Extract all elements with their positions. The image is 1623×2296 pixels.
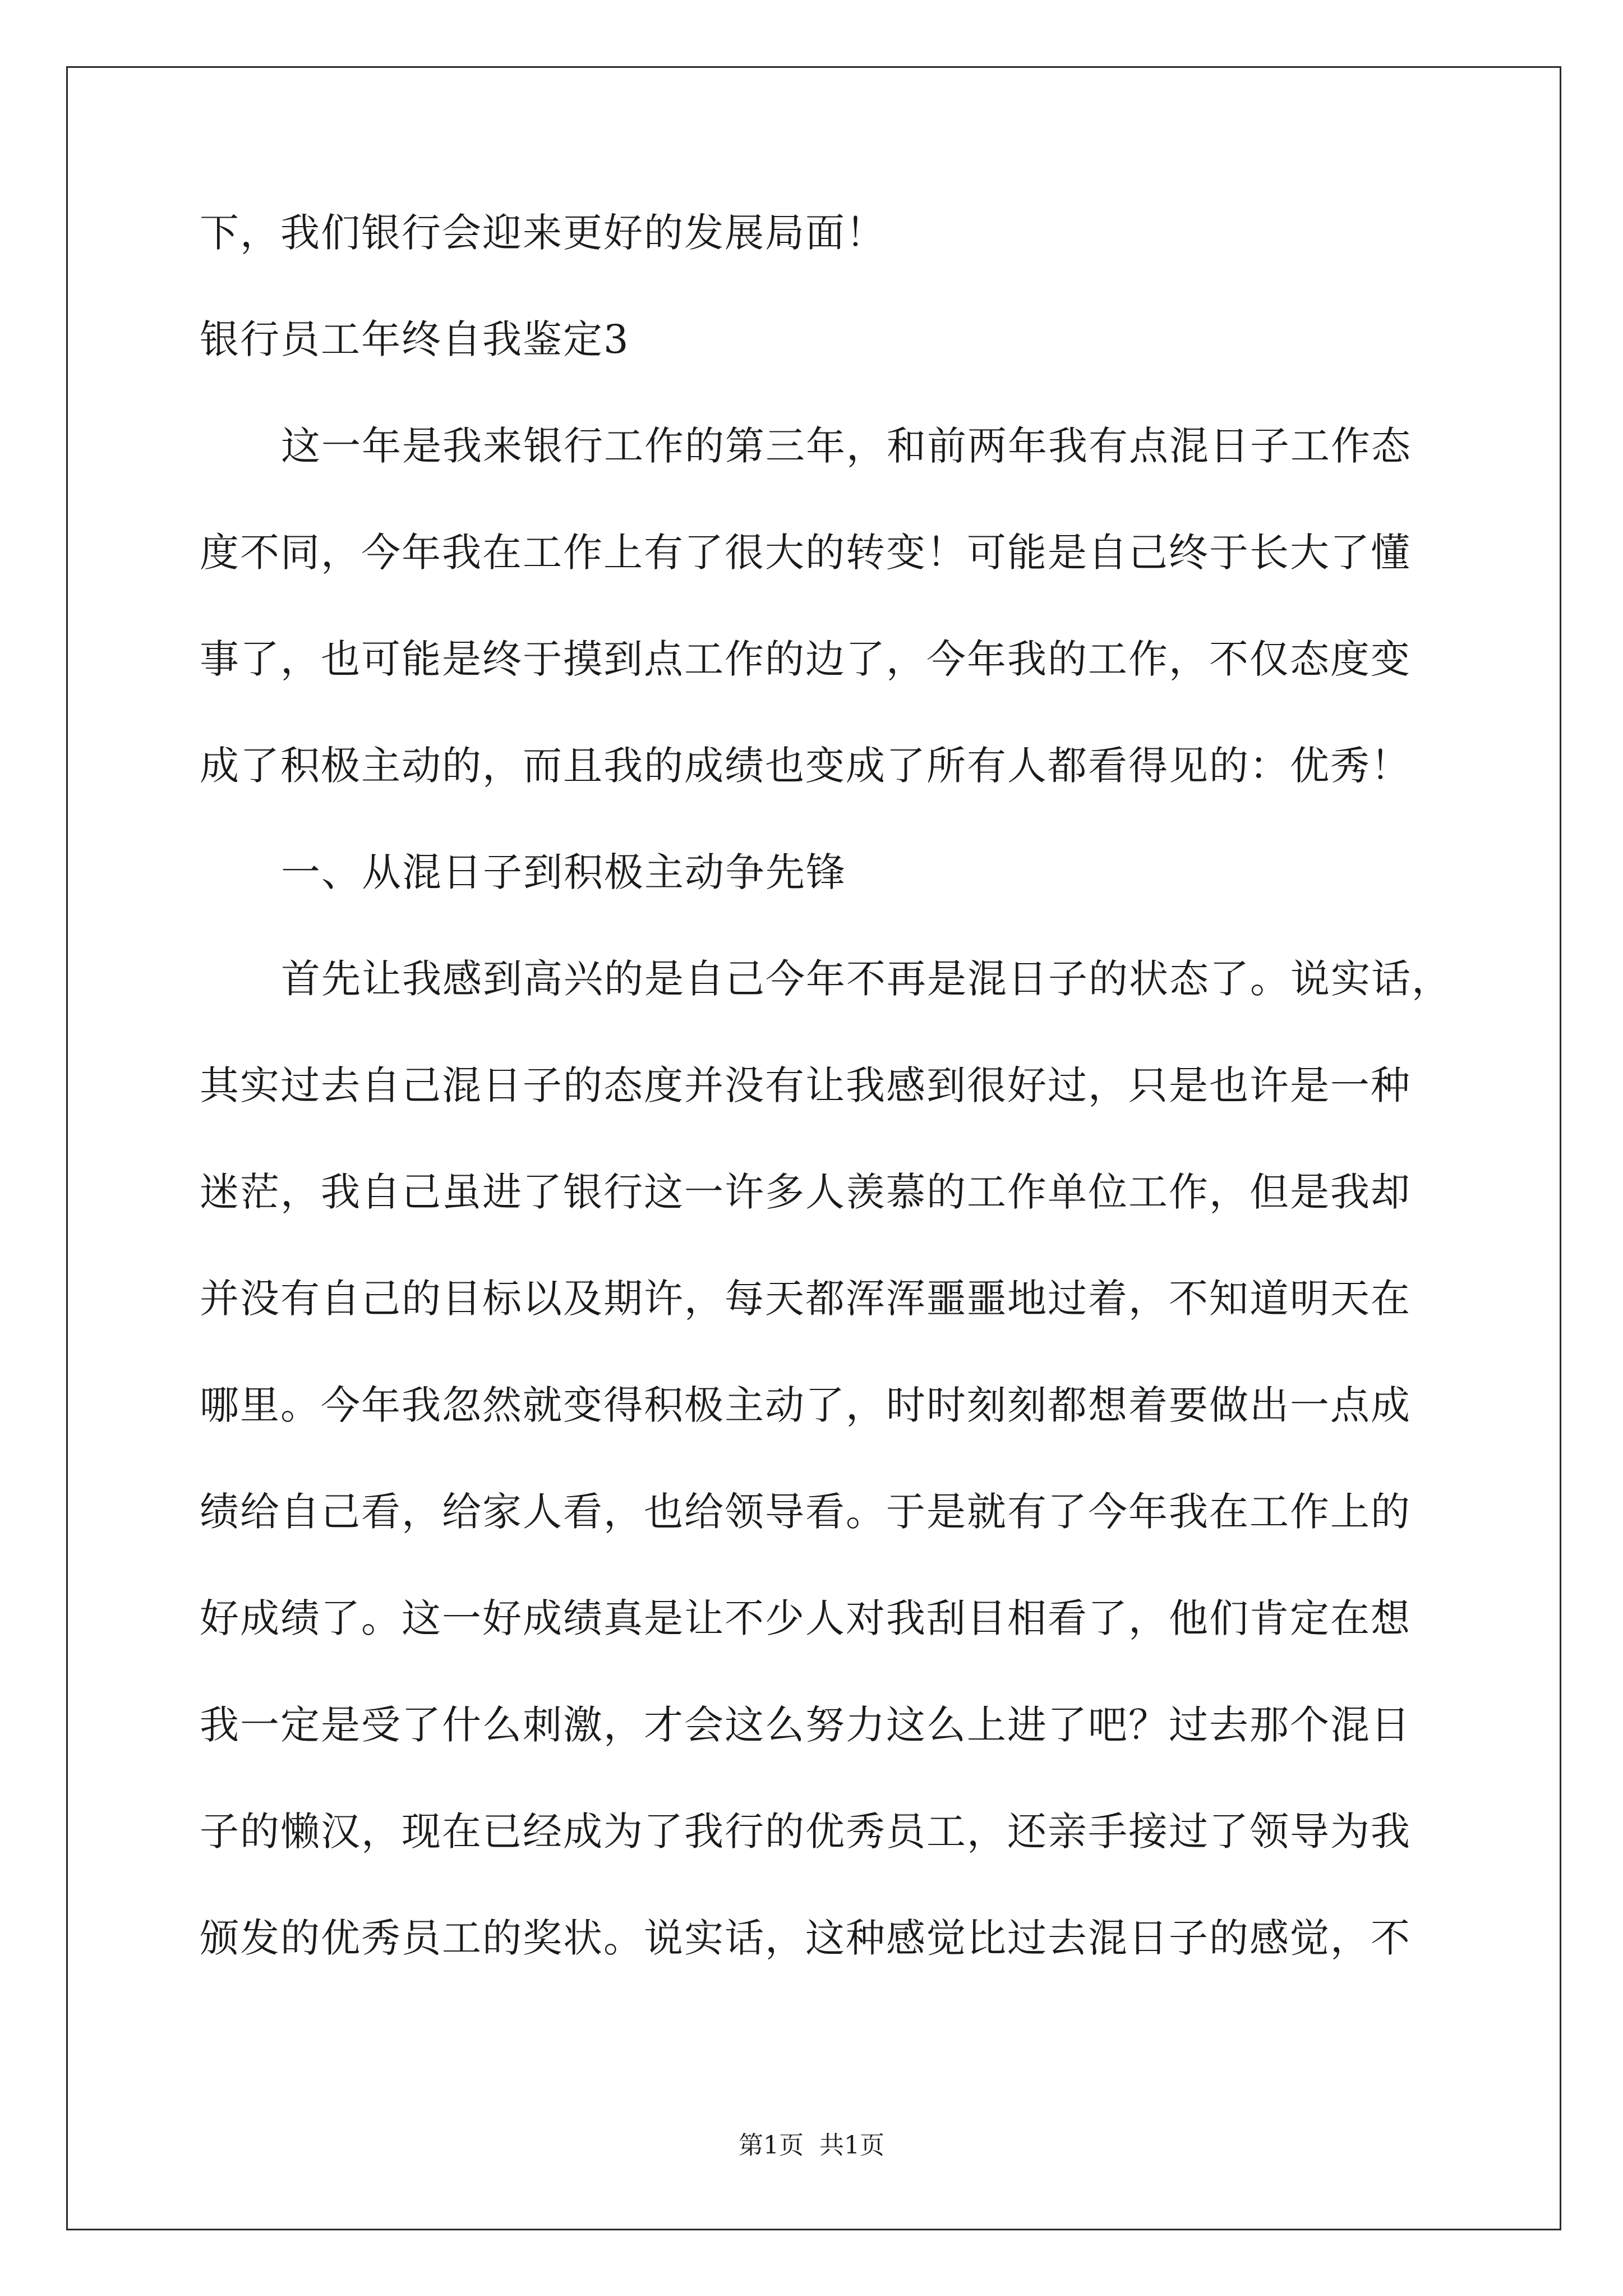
text-line-1: 下，我们银行会迎来更好的发展局面！	[200, 210, 886, 256]
text-line-15: 我一定是受了什么刺激，才会这么努力这么上进了吧？过去那个混日	[200, 1702, 1411, 1748]
page-total: 共1页	[819, 2131, 884, 2160]
text-line-14: 好成绩了。这一好成绩真是让不少人对我刮目相看了，他们肯定在想	[200, 1595, 1411, 1641]
document-body	[200, 210, 1452, 2025]
text-line-5: 事了，也可能是终于摸到点工作的边了，今年我的工作，不仅态度变	[200, 636, 1411, 682]
text-line-10: 迷茫，我自己虽进了银行这一许多人羡慕的工作单位工作，但是我却	[200, 1169, 1411, 1215]
text-line-17: 颁发的优秀员工的奖状。说实话，这种感觉比过去混日子的感觉，不	[200, 1915, 1411, 1961]
section-heading: 银行员工年终自我鉴定3	[200, 316, 630, 362]
text-line-13: 绩给自己看，给家人看，也给领导看。于是就有了今年我在工作上的	[200, 1489, 1411, 1535]
subsection-heading: 一、从混日子到积极主动争先锋	[281, 849, 846, 895]
text-line-3: 这一年是我来银行工作的第三年，和前两年我有点混日子工作态	[281, 423, 1412, 469]
text-line-9: 其实过去自己混日子的态度并没有让我感到很好过，只是也许是一种	[200, 1062, 1411, 1108]
text-line-6: 成了积极主动的，而且我的成绩也变成了所有人都看得见的：优秀！	[200, 743, 1411, 789]
page-number: 第1页	[739, 2131, 804, 2160]
text-line-16: 子的懒汉，现在已经成为了我行的优秀员工，还亲手接过了领导为我	[200, 1809, 1411, 1855]
text-line-12: 哪里。今年我忽然就变得积极主动了，时时刻刻都想着要做出一点成	[200, 1382, 1411, 1428]
page-footer	[0, 2132, 1623, 2160]
text-line-4: 度不同，今年我在工作上有了很大的转变！可能是自己终于长大了懂	[200, 530, 1411, 576]
text-line-8: 首先让我感到高兴的是自己今年不再是混日子的状态了。说实话，	[281, 956, 1452, 1002]
text-line-11: 并没有自己的目标以及期许，每天都浑浑噩噩地过着，不知道明天在	[200, 1276, 1411, 1322]
